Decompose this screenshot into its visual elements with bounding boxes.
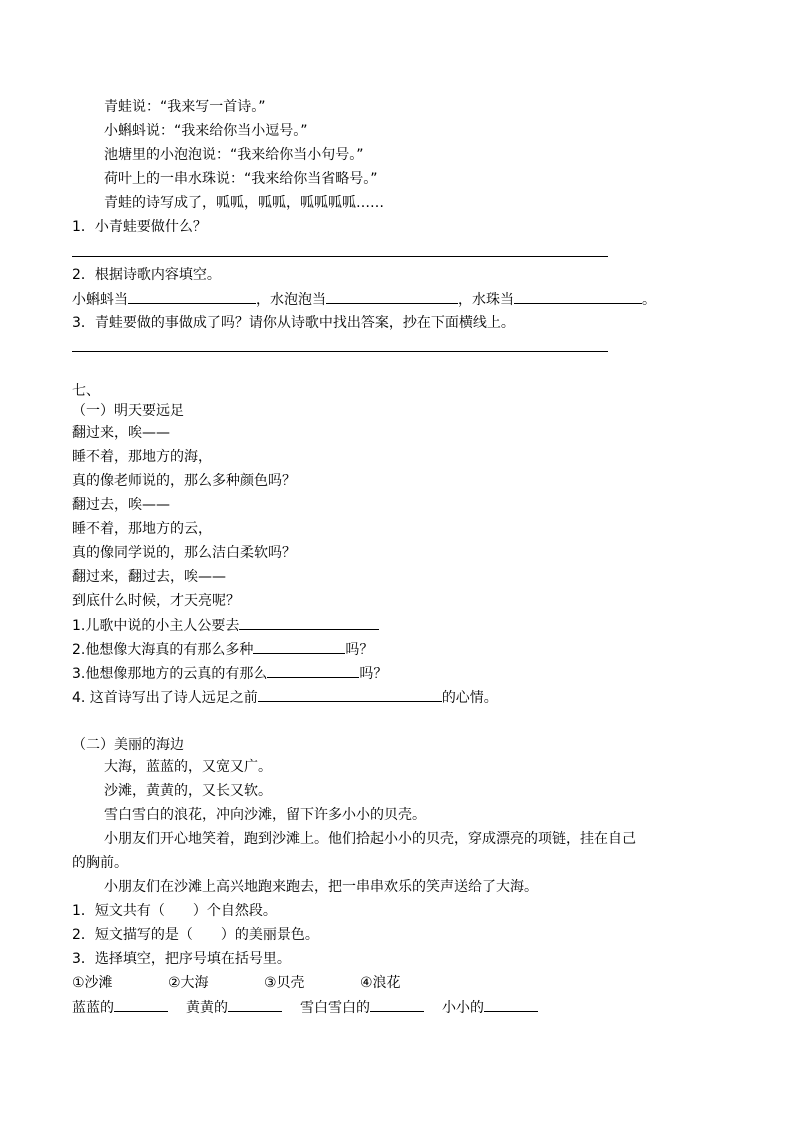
option-4: ④浪花: [360, 975, 401, 991]
fill-label-tadpole: 小蝌蚪当: [72, 292, 128, 308]
part1-q2-end: 吗？: [345, 642, 374, 658]
fill-blank-2[interactable]: [228, 998, 282, 1012]
question-1: 1．小青蛙要做什么？: [72, 219, 207, 235]
part1-q4-text: 4. 这首诗写出了诗人远足之前: [72, 690, 258, 706]
poem2-line-8: 到底什么时候，才天亮呢？: [72, 593, 240, 609]
poem1-line-2: 小蝌蚪说：“我来给你当小逗号。”: [104, 123, 308, 139]
part1-question-1: [72, 616, 379, 634]
fill-blank-3[interactable]: [370, 998, 424, 1012]
options-row: [72, 974, 456, 992]
fill-row: [72, 998, 538, 1016]
poem2-line-3: 真的像老师说的，那么多种颜色吗？: [72, 473, 296, 489]
part1-q1-text: 1.儿歌中说的小主人公要去: [72, 618, 240, 634]
poem1-line-3: 池塘里的小泡泡说：“我来给你当小句号。”: [104, 147, 364, 163]
passage-para-2: 沙滩，黄黄的，又长又软。: [104, 783, 272, 799]
part1-q3-text: 3.他想像那地方的云真的有那么: [72, 666, 268, 682]
answer-line-1[interactable]: [72, 256, 608, 257]
blank-destination[interactable]: [239, 616, 379, 630]
passage-para-4-line-1: 小朋友们开心地笑着，跑到沙滩上。他们拾起小小的贝壳，穿成漂亮的项链，挂在自己: [104, 831, 636, 847]
part-1-title: （一）明天要远足: [72, 403, 184, 419]
fill-label-2: 黄黄的: [186, 1000, 228, 1016]
fill-label-1: 蓝蓝的: [72, 1000, 114, 1016]
question-2-fill: [72, 290, 656, 308]
blank-cloud[interactable]: [267, 664, 359, 678]
poem2-line-5: 睡不着，那地方的云，: [72, 521, 212, 537]
poem2-line-1: 翻过来，唉——: [72, 425, 170, 441]
question-2: 2．根据诗歌内容填空。: [72, 267, 221, 283]
blank-sea[interactable]: [253, 640, 345, 654]
fill-blank-1[interactable]: [114, 998, 168, 1012]
blank-tadpole[interactable]: [128, 290, 256, 304]
fill-blank-4[interactable]: [484, 998, 538, 1012]
blank-droplet[interactable]: [514, 290, 642, 304]
fill-label-bubble: ，水泡泡当: [256, 292, 326, 308]
passage-para-5: 小朋友们在沙滩上高兴地跑来跑去，把一串串欢乐的笑声送给了大海。: [104, 879, 538, 895]
poem1-line-5: 青蛙的诗写成了，呱呱，呱呱，呱呱呱呱……: [104, 195, 384, 211]
part1-question-2: [72, 640, 373, 658]
poem2-line-6: 真的像同学说的，那么洁白柔软吗？: [72, 545, 296, 561]
fill-end-period: 。: [642, 292, 656, 308]
part1-q3-end: 吗？: [359, 666, 388, 682]
blank-mood[interactable]: [258, 688, 442, 702]
fill-label-4: 小小的: [442, 1000, 484, 1016]
poem1-line-4: 荷叶上的一串水珠说：“我来给你当省略号。”: [104, 171, 378, 187]
part2-question-2: 2．短文描写的是（ ）的美丽景色。: [72, 927, 319, 943]
part2-question-1: 1．短文共有（ ）个自然段。: [72, 903, 277, 919]
question-3: 3．青蛙要做的事做成了吗？请你从诗歌中找出答案，抄在下面横线上。: [72, 315, 515, 331]
part1-q4-end: 的心情。: [441, 690, 498, 706]
answer-line-3[interactable]: [72, 351, 608, 352]
poem1-line-1: 青蛙说：“我来写一首诗。”: [104, 99, 266, 115]
part1-q2-text: 2.他想像大海真的有那么多种: [72, 642, 254, 658]
option-1: ①沙滩: [72, 975, 113, 991]
option-2: ②大海: [168, 975, 209, 991]
poem2-line-7: 翻过来，翻过去，唉——: [72, 569, 226, 585]
fill-label-droplet: ，水珠当: [458, 292, 514, 308]
part1-question-3: [72, 664, 387, 682]
option-3: ③贝壳: [264, 975, 305, 991]
blank-bubble[interactable]: [326, 290, 458, 304]
part-2-title: （二）美丽的海边: [72, 737, 184, 753]
part1-question-4: [72, 688, 498, 706]
poem2-line-4: 翻过去，唉——: [72, 497, 170, 513]
passage-para-1: 大海，蓝蓝的，又宽又广。: [104, 759, 272, 775]
passage-para-3: 雪白雪白的浪花，冲向沙滩，留下许多小小的贝壳。: [104, 807, 426, 823]
passage-para-4-line-2: 的胸前。: [72, 855, 128, 871]
section-7-heading: 七、: [72, 383, 100, 399]
poem2-line-2: 睡不着，那地方的海，: [72, 449, 212, 465]
part2-question-3: 3．选择填空，把序号填在括号里。: [72, 951, 291, 967]
fill-label-3: 雪白雪白的: [300, 1000, 370, 1016]
